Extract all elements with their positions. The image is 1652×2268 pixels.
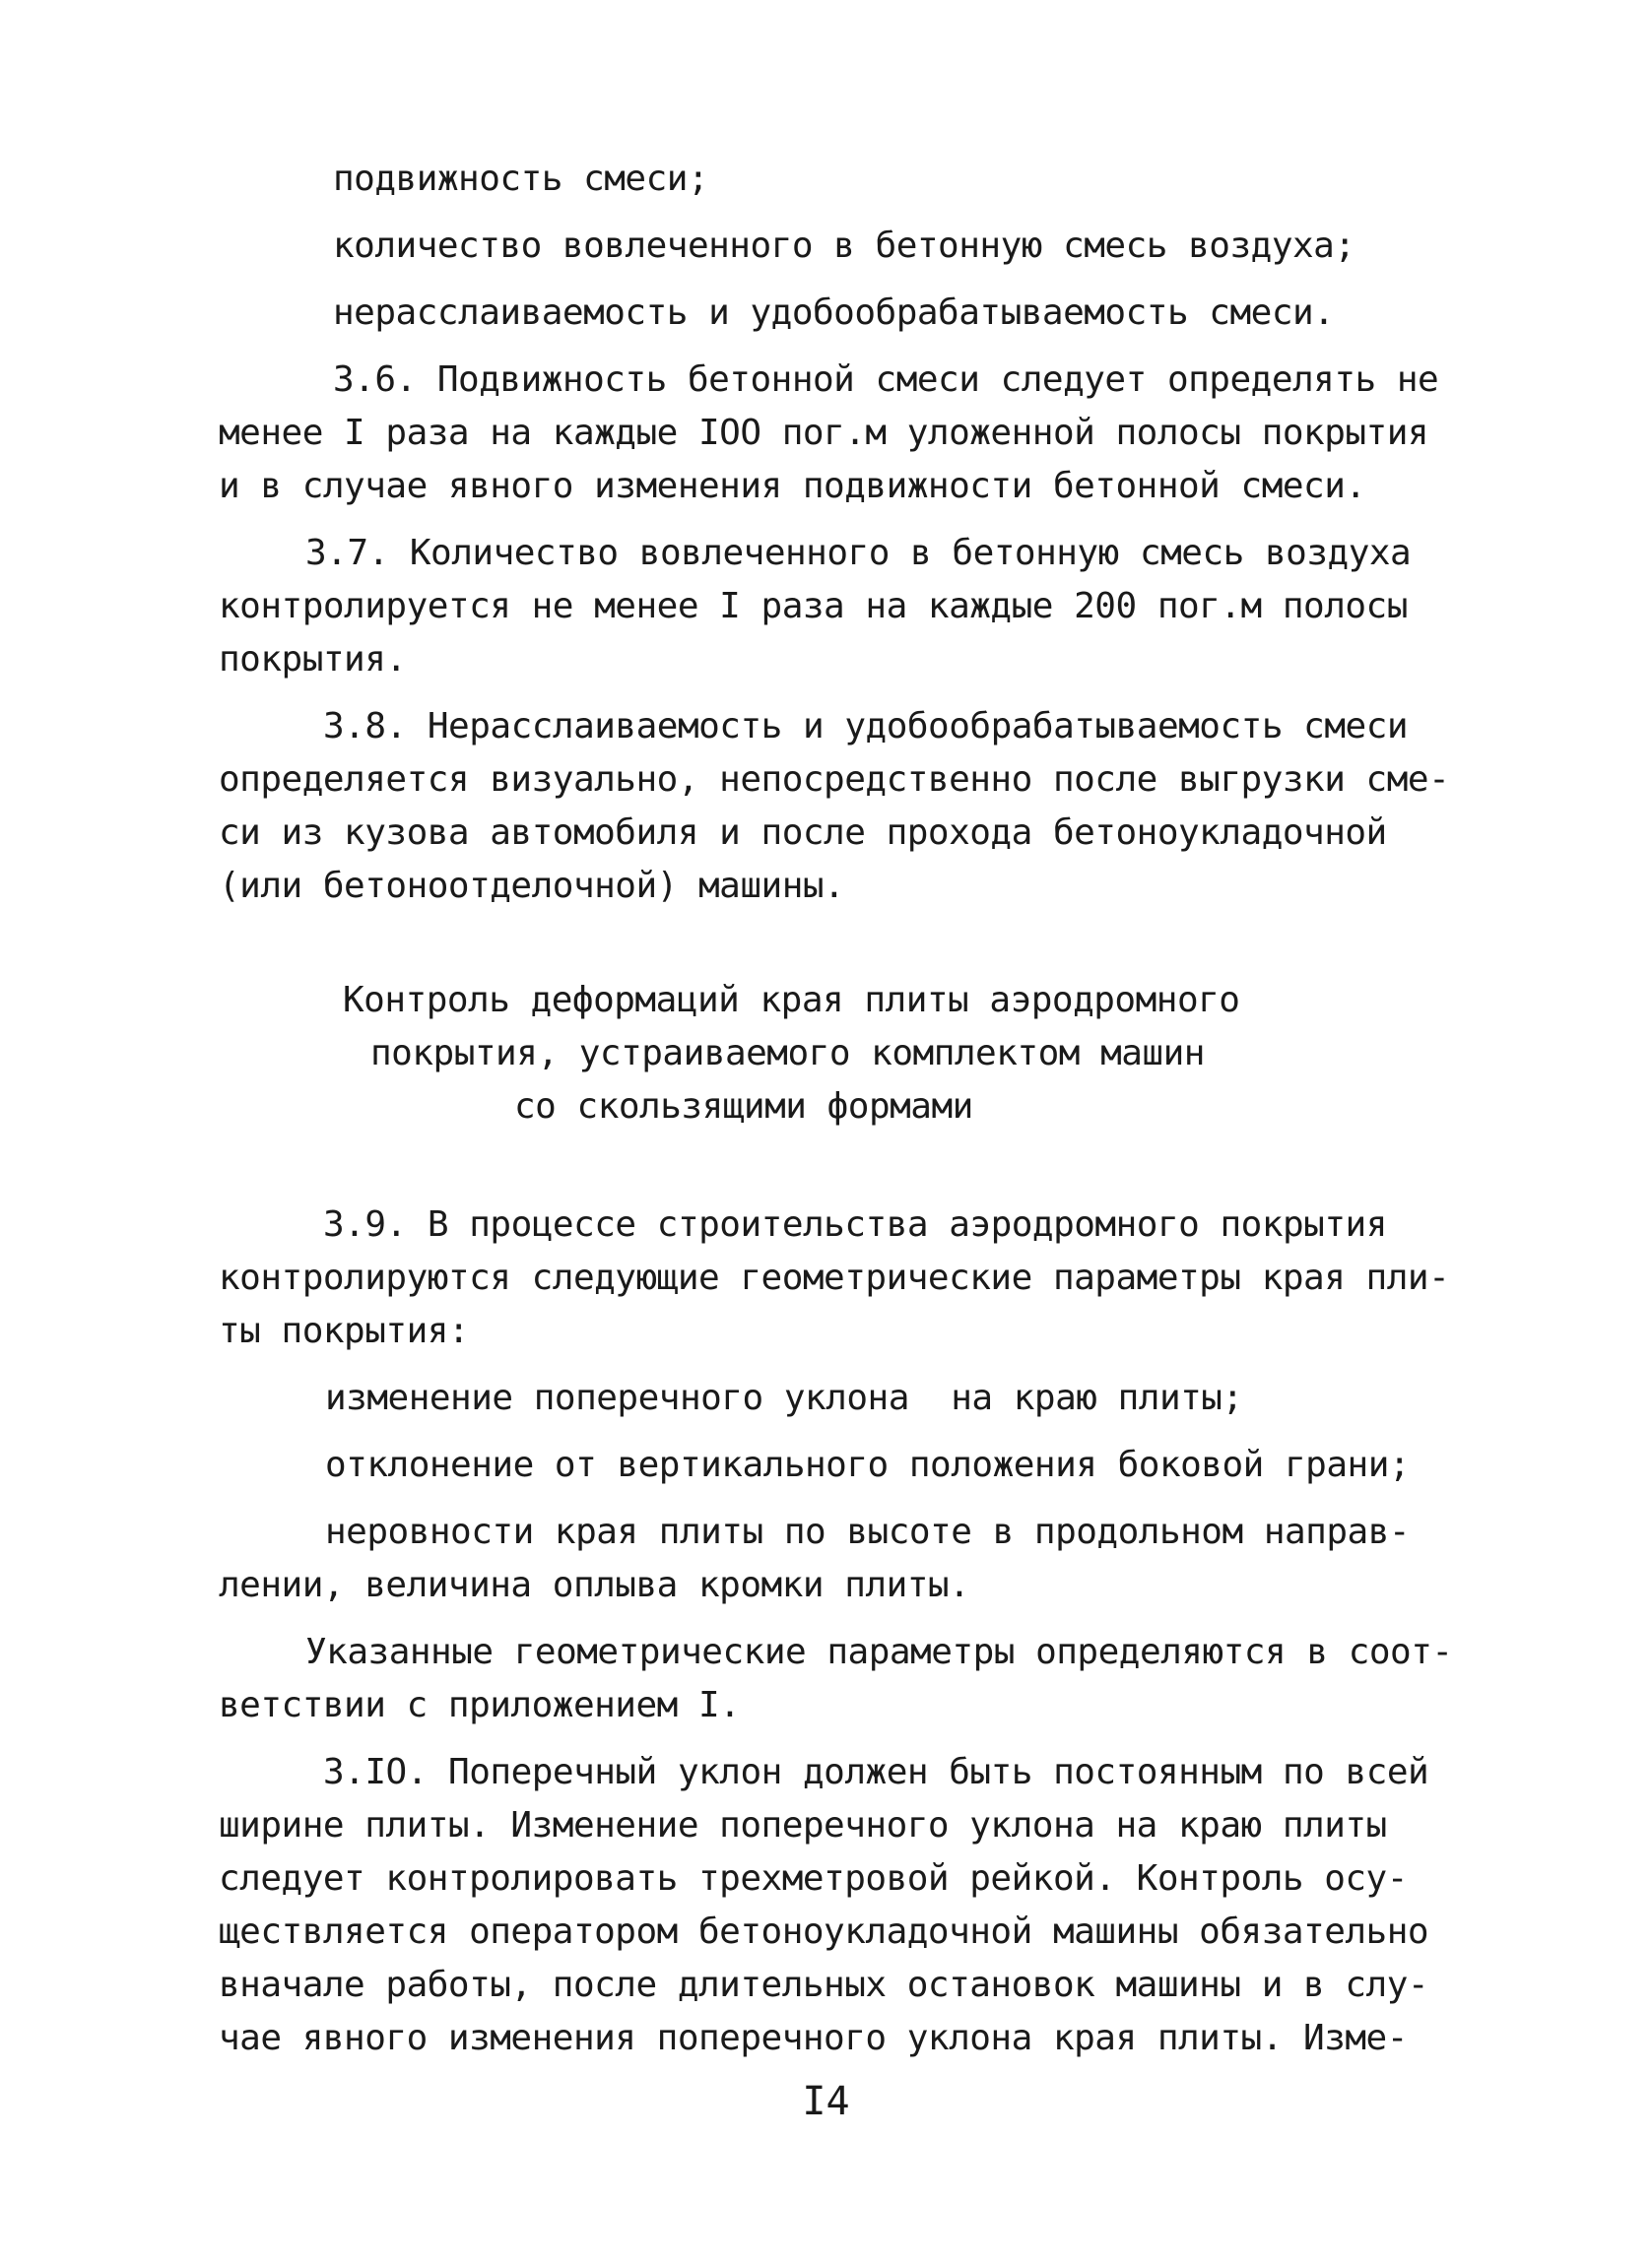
paragraph-3-10-line-4: ществляется оператором бетоноукладочной машины обязательно [219, 1912, 1429, 1952]
paragraph-3-8-line-2: определяется визуально, непосредственно после выгрузки сме- [219, 759, 1450, 800]
list-item-unevenness-line-2: лении, величина оплыва кромки плиты. [219, 1565, 970, 1605]
section-heading-line-2: покрытия, устраиваемого комплектом машин [370, 1033, 1205, 1073]
paragraph-3-6-line-3: и в случае явного изменения подвижности бетонной смеси. [219, 466, 1366, 506]
paragraph-3-8-line-4: (или бетоноотделочной) машины. [219, 866, 845, 906]
paragraph-3-10-line-5: вначале работы, после длительных остановок машины и в слу- [219, 1965, 1429, 2005]
paragraph-3-6-line-1: 3.6. Подвижность бетонной смеси следует определять не [333, 359, 1439, 400]
list-item-vertical-deviation: отклонение от вертикального положения боковой грани; [325, 1445, 1411, 1485]
paragraph-3-9-line-2: контролируются следующие геометрические параметры края пли- [219, 1258, 1450, 1298]
paragraph-parameters-line-1: Указанные геометрические параметры определяются в соот- [305, 1632, 1453, 1672]
list-item-unevenness-line-1: неровности края плиты по высоте в продольном направ- [325, 1512, 1411, 1552]
paragraph-3-10-line-3: следует контролировать трехметровой рейкой. Контроль осу- [219, 1858, 1408, 1899]
list-item-air-content: количество вовлеченного в бетонную смесь воздуха; [333, 226, 1355, 266]
paragraph-3-6-line-2: менее I раза на каждые IOO пог.м уложенной полосы покрытия [219, 413, 1429, 453]
paragraph-3-9-line-3: ты покрытия: [219, 1311, 470, 1351]
page-number: I4 [802, 2079, 850, 2124]
list-item-mobility: подвижность смеси; [333, 159, 709, 199]
list-item-segregation: нерасслаиваемость и удобообрабатываемость смеси. [333, 292, 1335, 333]
paragraph-3-10-line-6: чае явного изменения поперечного уклона края плиты. Изме- [219, 2018, 1408, 2058]
paragraph-3-7-line-2: контролируется не менее I раза на каждые 200 пог.м полосы [219, 586, 1408, 626]
paragraph-3-10-line-1: 3.IO. Поперечный уклон должен быть постоянным по всей [323, 1752, 1429, 1792]
paragraph-parameters-line-2: ветствии с приложением I. [219, 1685, 741, 1725]
paragraph-3-8-line-3: си из кузова автомобиля и после прохода бетоноукладочной [219, 812, 1387, 853]
section-heading-line-1: Контроль деформаций края плиты аэродромного [343, 980, 1240, 1020]
list-item-slope-change: изменение поперечного уклона на краю плиты; [325, 1378, 1243, 1418]
paragraph-3-10-line-2: ширине плиты. Изменение поперечного уклона на краю плиты [219, 1805, 1387, 1846]
section-heading-line-3: со скользящими формами [514, 1086, 973, 1127]
paragraph-3-9-line-1: 3.9. В процессе строительства аэродромного покрытия [323, 1204, 1387, 1245]
paragraph-3-7-line-1: 3.7. Количество вовлеченного в бетонную смесь воздуха [305, 533, 1412, 573]
paragraph-3-7-line-3: покрытия. [219, 639, 407, 680]
paragraph-3-8-line-1: 3.8. Нерасслаиваемость и удобообрабатываемость смеси [323, 706, 1409, 746]
